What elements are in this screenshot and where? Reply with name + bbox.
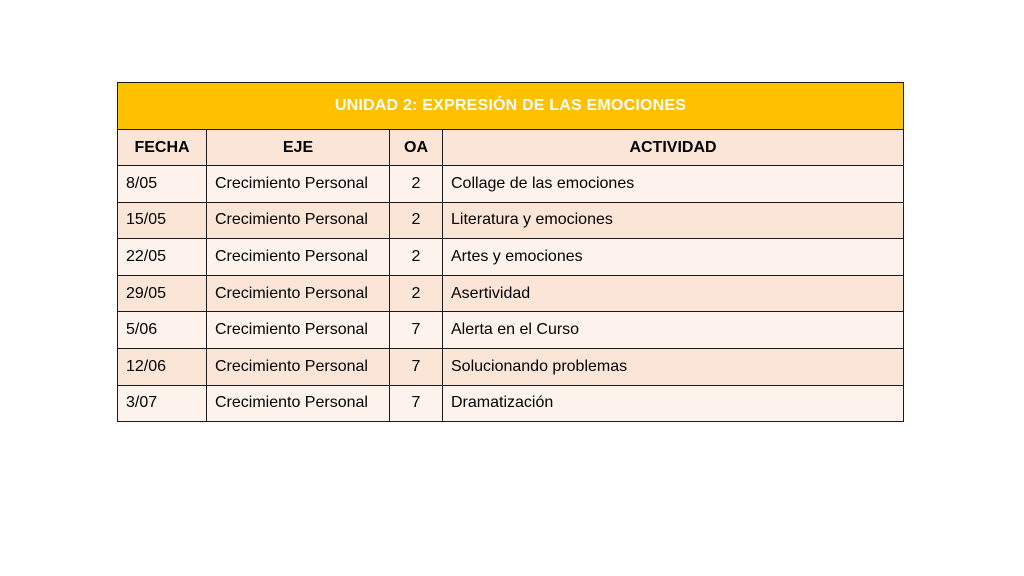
cell-eje: Crecimiento Personal: [207, 312, 390, 349]
cell-eje: Crecimiento Personal: [207, 385, 390, 422]
table-header-row: [118, 130, 904, 166]
cell-fecha: 29/05: [118, 275, 207, 312]
table-row: [118, 275, 904, 312]
header-actividad: ACTIVIDAD: [443, 130, 904, 166]
cell-oa: 7: [390, 348, 443, 385]
cell-actividad: Literatura y emociones: [443, 202, 904, 239]
cell-oa: 7: [390, 385, 443, 422]
cell-fecha: 5/06: [118, 312, 207, 349]
table-row: [118, 385, 904, 422]
cell-oa: 7: [390, 312, 443, 349]
table-title: UNIDAD 2: EXPRESIÓN DE LAS EMOCIONES: [118, 83, 904, 130]
cell-oa: 2: [390, 166, 443, 203]
header-eje: EJE: [207, 130, 390, 166]
cell-fecha: 12/06: [118, 348, 207, 385]
cell-oa: 2: [390, 239, 443, 276]
header-fecha: FECHA: [118, 130, 207, 166]
table-row: [118, 239, 904, 276]
cell-eje: Crecimiento Personal: [207, 275, 390, 312]
cell-actividad: Asertividad: [443, 275, 904, 312]
cell-eje: Crecimiento Personal: [207, 239, 390, 276]
table-row: [118, 202, 904, 239]
cell-eje: Crecimiento Personal: [207, 166, 390, 203]
cell-eje: Crecimiento Personal: [207, 348, 390, 385]
cell-fecha: 15/05: [118, 202, 207, 239]
cell-actividad: Artes y emociones: [443, 239, 904, 276]
cell-fecha: 8/05: [118, 166, 207, 203]
cell-fecha: 3/07: [118, 385, 207, 422]
cell-actividad: Solucionando problemas: [443, 348, 904, 385]
cell-actividad: Alerta en el Curso: [443, 312, 904, 349]
cell-oa: 2: [390, 275, 443, 312]
cell-oa: 2: [390, 202, 443, 239]
cell-fecha: 22/05: [118, 239, 207, 276]
cell-actividad: Dramatización: [443, 385, 904, 422]
header-oa: OA: [390, 130, 443, 166]
table-row: [118, 312, 904, 349]
cell-actividad: Collage de las emociones: [443, 166, 904, 203]
table-row: [118, 348, 904, 385]
cell-eje: Crecimiento Personal: [207, 202, 390, 239]
schedule-table: [117, 82, 904, 422]
table-title-row: [118, 83, 904, 130]
table-row: [118, 166, 904, 203]
